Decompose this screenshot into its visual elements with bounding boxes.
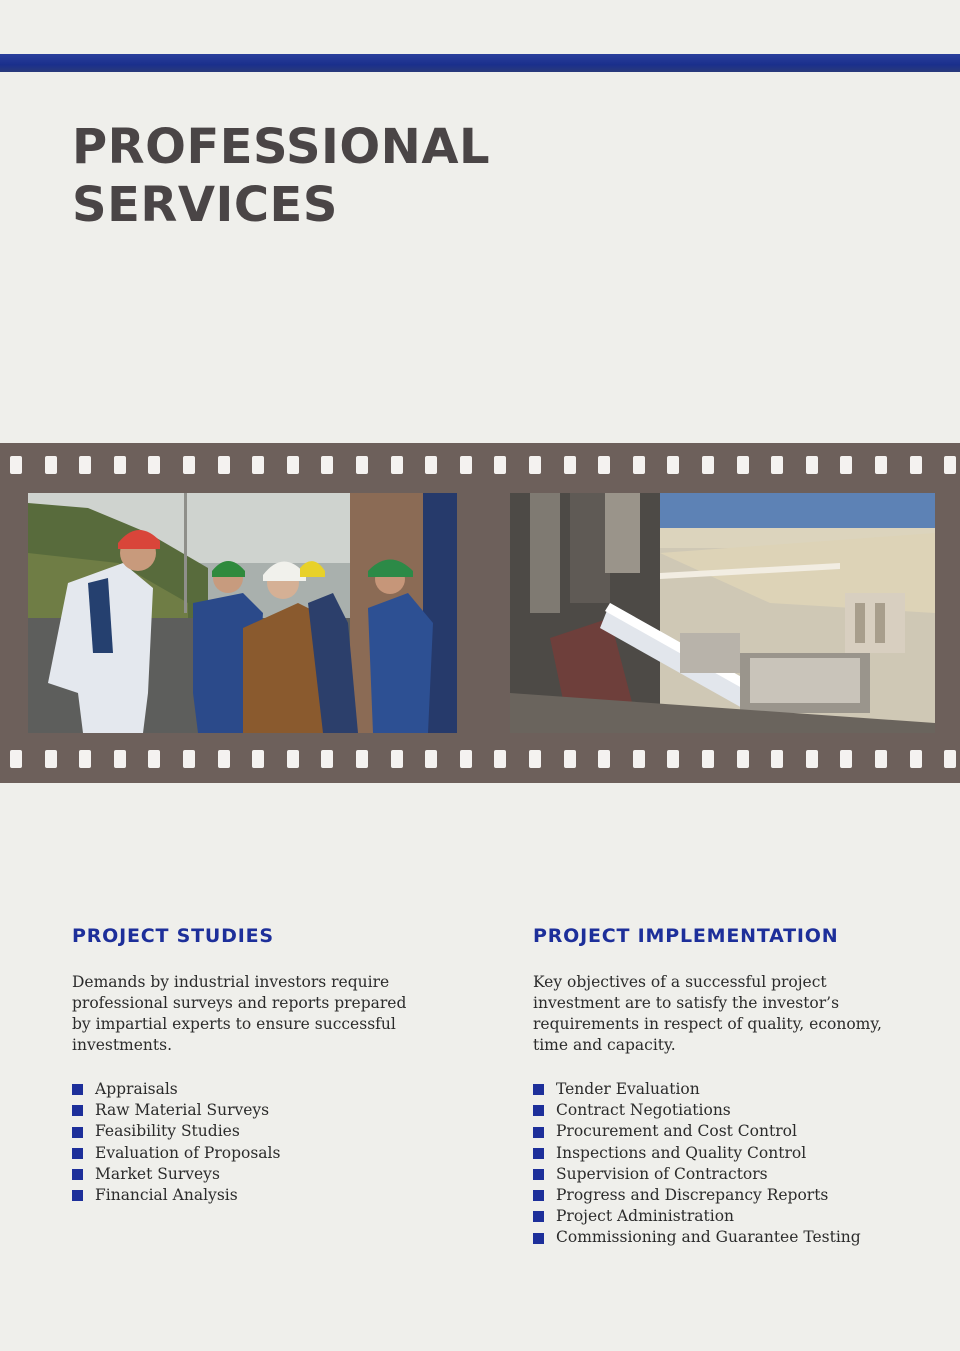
project-studies-section bbox=[72, 924, 422, 1206]
bullet-square-icon bbox=[533, 1211, 544, 1222]
list-item-label: Commissioning and Guarantee Testing bbox=[556, 1228, 861, 1247]
film-perforation bbox=[529, 750, 541, 768]
bullet-square-icon bbox=[533, 1169, 544, 1180]
film-perforation bbox=[148, 456, 160, 474]
photo-engineers-on-site bbox=[28, 493, 457, 733]
film-perforation bbox=[148, 750, 160, 768]
film-perforation bbox=[529, 456, 541, 474]
film-perforation bbox=[494, 456, 506, 474]
film-perforation bbox=[321, 750, 333, 768]
film-perforation bbox=[737, 750, 749, 768]
list-item bbox=[533, 1121, 913, 1142]
film-perforation bbox=[391, 750, 403, 768]
project-implementation-list bbox=[533, 1079, 913, 1249]
list-item bbox=[533, 1206, 913, 1227]
film-perforation bbox=[79, 750, 91, 768]
list-item bbox=[72, 1164, 422, 1185]
film-perforation bbox=[771, 456, 783, 474]
page-title-line-1: PROFESSIONAL bbox=[72, 119, 491, 175]
bullet-square-icon bbox=[533, 1233, 544, 1244]
film-perforation bbox=[598, 750, 610, 768]
film-perforation bbox=[564, 750, 576, 768]
list-item-label: Evaluation of Proposals bbox=[95, 1143, 281, 1162]
list-item-label: Appraisals bbox=[95, 1080, 178, 1098]
film-perforation bbox=[10, 750, 22, 768]
film-perforation bbox=[114, 750, 126, 768]
film-perforation bbox=[771, 750, 783, 768]
top-blue-rule bbox=[0, 54, 960, 72]
film-perforation bbox=[494, 750, 506, 768]
list-item-label: Feasibility Studies bbox=[95, 1122, 240, 1141]
list-item-label: Inspections and Quality Control bbox=[556, 1143, 807, 1162]
film-strip bbox=[0, 443, 960, 783]
film-perforation bbox=[702, 456, 714, 474]
film-perforation bbox=[910, 750, 922, 768]
film-perforation bbox=[79, 456, 91, 474]
film-perforation bbox=[806, 456, 818, 474]
film-perforations-bottom bbox=[0, 750, 960, 770]
film-perforation bbox=[183, 750, 195, 768]
page-title bbox=[72, 118, 490, 234]
film-perforation bbox=[667, 750, 679, 768]
film-perforation bbox=[460, 750, 472, 768]
film-perforation bbox=[287, 456, 299, 474]
project-implementation-heading: PROJECT IMPLEMENTATION bbox=[533, 925, 839, 947]
film-perforation bbox=[218, 456, 230, 474]
bullet-square-icon bbox=[72, 1084, 83, 1095]
list-item-label: Contract Negotiations bbox=[556, 1101, 731, 1120]
project-implementation-section bbox=[533, 924, 913, 1249]
list-item bbox=[72, 1100, 422, 1121]
film-perforation bbox=[252, 750, 264, 768]
film-perforation bbox=[218, 750, 230, 768]
project-studies-paragraph: Demands by industrial investors require professional surveys and reports prepared by impartial experts to ensure successful investments. bbox=[72, 973, 407, 1054]
project-studies-list bbox=[72, 1079, 422, 1206]
film-perforation bbox=[633, 456, 645, 474]
list-item-label: Project Administration bbox=[556, 1207, 735, 1226]
film-perforation bbox=[737, 456, 749, 474]
bullet-square-icon bbox=[72, 1169, 83, 1180]
bullet-square-icon bbox=[533, 1148, 544, 1159]
film-perforations-top bbox=[0, 456, 960, 476]
bullet-square-icon bbox=[533, 1084, 544, 1095]
bullet-square-icon bbox=[533, 1190, 544, 1201]
film-perforation bbox=[425, 750, 437, 768]
list-item bbox=[72, 1143, 422, 1164]
film-perforation bbox=[840, 456, 852, 474]
list-item-label: Raw Material Surveys bbox=[95, 1101, 270, 1120]
film-perforation bbox=[840, 750, 852, 768]
bullet-square-icon bbox=[72, 1105, 83, 1116]
film-perforation bbox=[45, 750, 57, 768]
project-implementation-paragraph: Key objectives of a successful project investment are to satisfy the investor’s requirements in respect of quality, economy, time and capacity. bbox=[533, 973, 882, 1054]
film-perforation bbox=[10, 456, 22, 474]
film-perforation bbox=[944, 456, 956, 474]
film-perforation bbox=[806, 750, 818, 768]
list-item bbox=[533, 1185, 913, 1206]
bullet-square-icon bbox=[533, 1127, 544, 1138]
list-item bbox=[72, 1121, 422, 1142]
film-perforation bbox=[425, 456, 437, 474]
list-item bbox=[533, 1227, 913, 1248]
list-item bbox=[72, 1079, 422, 1100]
list-item bbox=[533, 1079, 913, 1100]
film-perforation bbox=[598, 456, 610, 474]
list-item bbox=[72, 1185, 422, 1206]
film-perforation bbox=[564, 456, 576, 474]
film-perforation bbox=[875, 456, 887, 474]
bullet-square-icon bbox=[533, 1105, 544, 1116]
film-perforation bbox=[45, 456, 57, 474]
list-item-label: Financial Analysis bbox=[95, 1186, 238, 1205]
film-perforation bbox=[252, 456, 264, 474]
photo-cement-plant bbox=[510, 493, 935, 733]
film-perforation bbox=[391, 456, 403, 474]
film-perforation bbox=[875, 750, 887, 768]
film-perforation bbox=[460, 456, 472, 474]
list-item-label: Supervision of Contractors bbox=[556, 1164, 768, 1183]
bullet-square-icon bbox=[72, 1127, 83, 1138]
film-perforation bbox=[702, 750, 714, 768]
film-perforation bbox=[114, 456, 126, 474]
list-item-label: Progress and Discrepancy Reports bbox=[556, 1186, 829, 1205]
film-perforation bbox=[356, 456, 368, 474]
film-perforation bbox=[633, 750, 645, 768]
film-perforation bbox=[287, 750, 299, 768]
bullet-square-icon bbox=[72, 1148, 83, 1159]
film-perforation bbox=[356, 750, 368, 768]
film-perforation bbox=[321, 456, 333, 474]
project-studies-heading: PROJECT STUDIES bbox=[72, 925, 274, 947]
bullet-square-icon bbox=[72, 1190, 83, 1201]
list-item-label: Tender Evaluation bbox=[556, 1080, 700, 1098]
film-perforation bbox=[910, 456, 922, 474]
list-item bbox=[533, 1100, 913, 1121]
list-item-label: Market Surveys bbox=[95, 1164, 220, 1183]
film-perforation bbox=[944, 750, 956, 768]
list-item bbox=[533, 1143, 913, 1164]
page-title-line-2: SERVICES bbox=[72, 177, 338, 233]
list-item bbox=[533, 1164, 913, 1185]
film-perforation bbox=[667, 456, 679, 474]
list-item-label: Procurement and Cost Control bbox=[556, 1122, 797, 1141]
film-perforation bbox=[183, 456, 195, 474]
